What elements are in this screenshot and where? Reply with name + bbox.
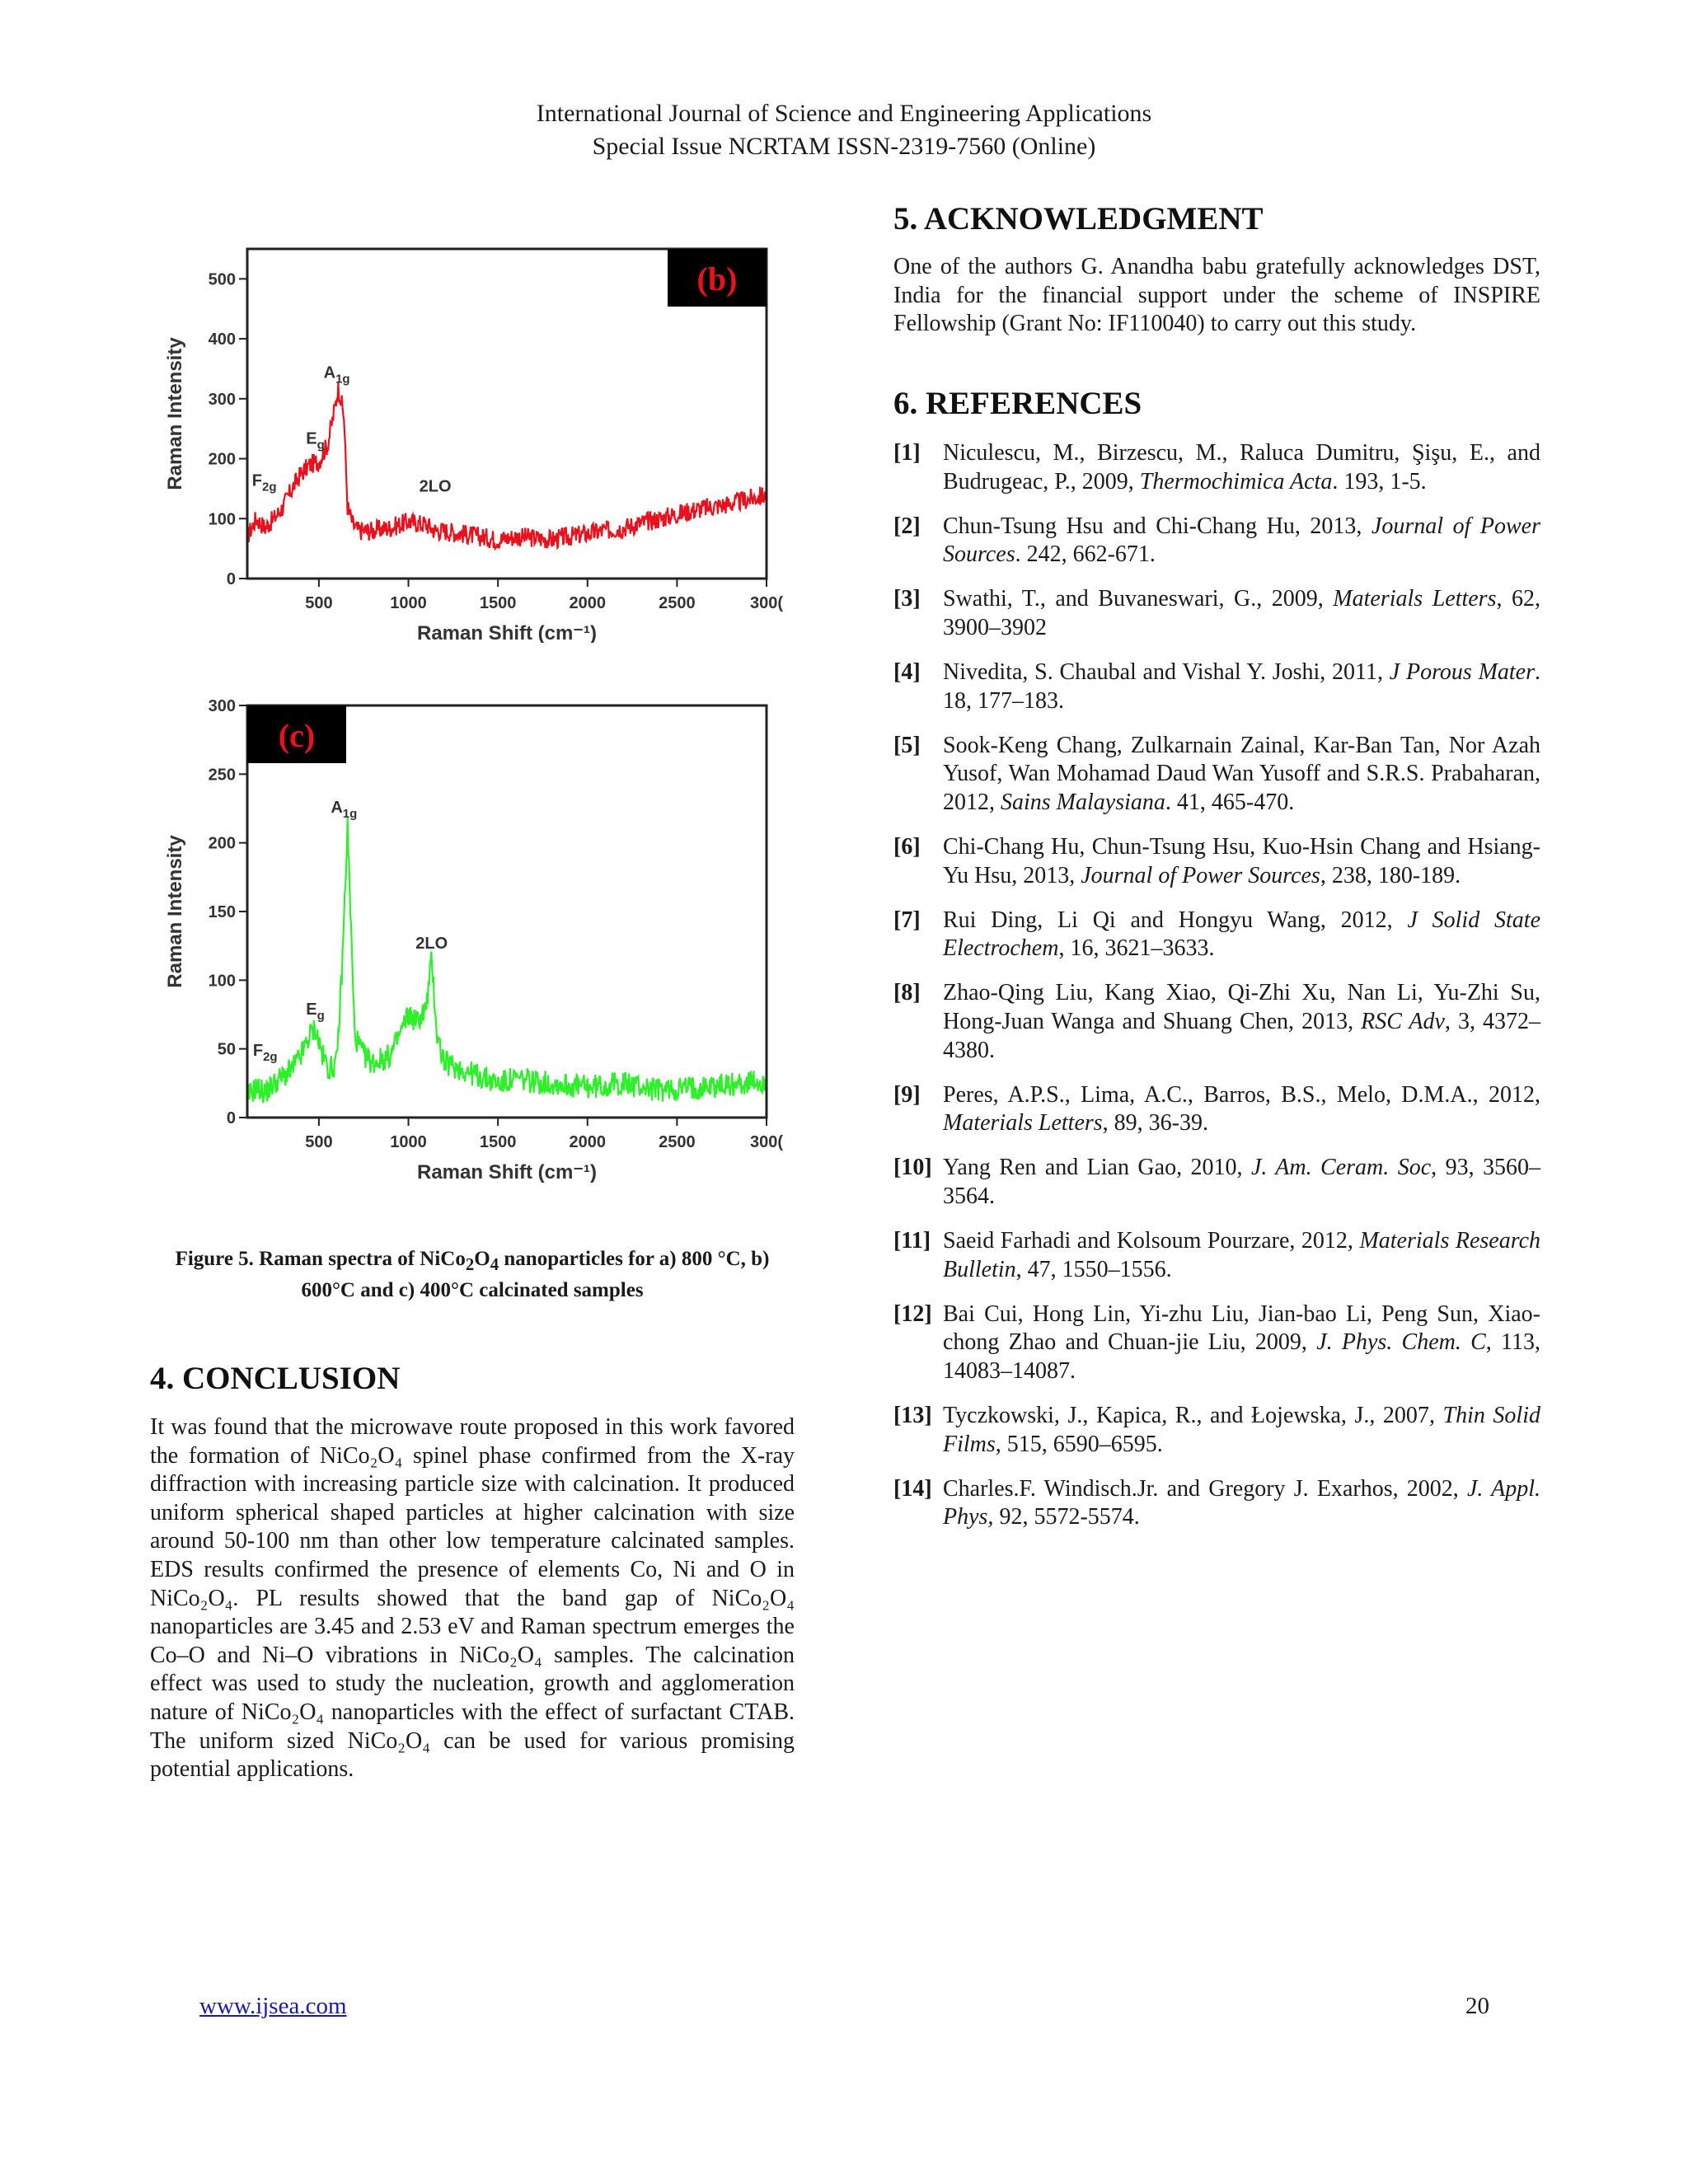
reference-authors: Chun-Tsung Hsu and Chi-Chang Hu, 2013, bbox=[943, 513, 1372, 539]
y-tick-label: 0 bbox=[226, 570, 236, 588]
reference-authors: Yang Ren and Lian Gao, 2010, bbox=[943, 1155, 1251, 1181]
spectrum-line bbox=[247, 818, 767, 1103]
reference-authors: Swathi, T., and Buvaneswari, G., 2009, bbox=[943, 586, 1334, 612]
reference-details: , 93, 3560–3564. bbox=[943, 1155, 1541, 1209]
y-axis-label: Raman Intensity bbox=[164, 835, 186, 988]
peak-label-subscript: 2g bbox=[263, 1050, 278, 1064]
reference-journal: Materials Research Bulletin bbox=[943, 1228, 1540, 1282]
reference-number: [7] bbox=[893, 907, 921, 933]
acknowledgment-paragraph: One of the authors G. Anandha babu gratefully acknowledges DST, India for the financial support under the scheme of INSPIRE Fellowship (Grant No: IF110040) to carry out this study. bbox=[893, 254, 1540, 337]
reference-details: , 89, 36-39. bbox=[1102, 1110, 1208, 1137]
reference-number: [14] bbox=[893, 1475, 932, 1502]
y-tick-label: 100 bbox=[208, 972, 236, 991]
reference-number: [4] bbox=[893, 659, 921, 686]
reference-journal: J. Am. Ceram. Soc bbox=[1250, 1155, 1432, 1181]
reference-number: [8] bbox=[893, 980, 921, 1006]
x-tick-label: 2000 bbox=[569, 594, 607, 612]
reference-journal: Journal of Power Sources bbox=[1081, 862, 1320, 888]
reference-authors: Rui Ding, Li Qi and Hongyu Wang, 2012, bbox=[943, 907, 1408, 933]
x-tick-label: 1000 bbox=[390, 1133, 427, 1151]
y-tick-label: 300 bbox=[208, 390, 236, 409]
reference-number: [10] bbox=[893, 1155, 932, 1181]
x-tick-label: 500 bbox=[305, 1133, 333, 1151]
x-tick-label: 2500 bbox=[659, 1133, 696, 1151]
figure-caption: Figure 5. Raman spectra of $NiCo_2O_4$ nanoparticles for a) 800 °C, b) 600°C and c) 400°C calcinated samples bbox=[175, 1248, 770, 1301]
peak-label: 2LO bbox=[419, 477, 452, 496]
y-tick-label: 200 bbox=[208, 834, 236, 853]
reference-number: [13] bbox=[893, 1403, 932, 1429]
reference-item bbox=[893, 585, 1540, 642]
reference-authors: Nivedita, S. Chaubal and Vishal Y. Joshi, 2011, bbox=[943, 659, 1390, 686]
peak-label-subscript: g bbox=[316, 1009, 325, 1023]
reference-item bbox=[893, 1081, 1540, 1138]
reference-authors: Zhao-Qing Liu, Kang Xiao, Qi-Zhi Xu, Nan Li, Yu-Zhi Su, Hong-Juan Wanga and Shuang Chen, 2013, bbox=[943, 980, 1540, 1034]
reference-item bbox=[893, 979, 1540, 1065]
y-tick-label: 150 bbox=[208, 903, 236, 921]
reference-journal: Materials Letters bbox=[943, 1110, 1103, 1137]
reference-number: [5] bbox=[893, 732, 921, 758]
y-tick-label: 100 bbox=[208, 510, 236, 529]
reference-journal: RSC Adv bbox=[1361, 1009, 1445, 1034]
x-tick-label: 1500 bbox=[479, 594, 517, 612]
y-tick-label: 400 bbox=[208, 330, 236, 349]
reference-item bbox=[893, 1301, 1540, 1386]
y-tick-label: 0 bbox=[226, 1109, 236, 1127]
peak-label: $A_{1g}$ bbox=[323, 363, 350, 387]
reference-authors: Peres, A.P.S., Lima, A.C., Barros, B.S., Melo, D.M.A., 2012, bbox=[943, 1081, 1540, 1108]
reference-item bbox=[893, 732, 1540, 818]
panel-label: (b) bbox=[696, 260, 738, 298]
acknowledgment-heading: 5. ACKNOWLEDGMENT bbox=[893, 201, 1264, 237]
reference-item bbox=[893, 1227, 1540, 1284]
peak-label-subscript: 1g bbox=[335, 372, 350, 387]
reference-number: [11] bbox=[893, 1228, 931, 1254]
y-tick-label: 50 bbox=[217, 1040, 236, 1059]
conclusion-paragraph: It was found that the microwave route proposed in this work favored the formation of NiCo₂O₄ spinel phase confirmed from the X-ray diffraction with increasing particle size with calcination. It produced uniform spherical shaped particles at higher calcination with size around 50-100 nm than other low temperature calcinated samples. EDS results confirmed the presence of elements Co, Ni and O in NiCo₂O₄. PL results showed that the band gap of NiCo₂O₄ nanoparticles are 3.45 and 2.53 eV and Raman spectrum emerges the Co–O and Ni–O vibrations in NiCo₂O₄ samples. The calcination effect was used to study the nucleation, growth and agglomeration nature of NiCo₂O₄ nanoparticles with the effect of surfactant CTAB. The uniform sized NiCo₂O₄ can be used for various promising potential applications. bbox=[150, 1414, 795, 1783]
reference-number: [6] bbox=[893, 834, 921, 860]
reference-number: [9] bbox=[893, 1081, 921, 1108]
reference-authors: Sook-Keng Chang, Zulkarnain Zainal, Kar-Ban Tan, Nor Azah Yusof, Wan Mohamad Daud Wan Yusoff and S.R.S. Prabaharan, 2012, bbox=[943, 732, 1540, 815]
reference-journal: J. Phys. Chem. C bbox=[1316, 1329, 1486, 1356]
y-tick-label: 200 bbox=[208, 450, 236, 469]
reference-item bbox=[893, 833, 1540, 890]
journal-header bbox=[0, 97, 1688, 163]
x-tick-label: 1500 bbox=[479, 1133, 517, 1151]
reference-details: . 193, 1-5. bbox=[1332, 468, 1427, 494]
x-tick-label: 2500 bbox=[659, 594, 696, 612]
reference-item bbox=[893, 658, 1540, 715]
reference-details: , 238, 180-189. bbox=[1320, 862, 1461, 888]
reference-authors: Charles.F. Windisch.Jr. and Gregory J. Exarhos, 2002, bbox=[943, 1475, 1467, 1502]
references-heading: 6. REFERENCES bbox=[893, 386, 1142, 421]
conclusion-heading: 4. CONCLUSION bbox=[150, 1361, 401, 1396]
reference-item bbox=[893, 513, 1540, 569]
reference-details: , 515, 6590–6595. bbox=[995, 1431, 1163, 1457]
y-tick-label: 300 bbox=[208, 697, 236, 715]
reference-number: [2] bbox=[893, 513, 921, 539]
reference-item bbox=[893, 1154, 1540, 1211]
journal-title: International Journal of Science and Engineering Applications bbox=[536, 100, 1152, 127]
x-axis-label: Raman Shift (cm⁻¹) bbox=[416, 622, 598, 643]
reference-number: [1] bbox=[893, 440, 921, 466]
journal-issue: Special Issue NCRTAM ISSN-2319-7560 (Online) bbox=[592, 133, 1096, 160]
x-tick-label: 500 bbox=[305, 594, 333, 612]
reference-authors: Niculescu, M., Birzescu, M., Raluca Dumitru, Şişu, E., and Budrugeac, P., 2009, bbox=[943, 440, 1540, 494]
peak-label: $F_{2g}$ bbox=[252, 1042, 278, 1064]
peak-label-subscript: 2g bbox=[261, 480, 277, 494]
reference-journal: J. Appl. Phys, bbox=[943, 1475, 1541, 1530]
peak-label-subscript: g bbox=[316, 438, 325, 452]
reference-authors: Saeid Farhadi and Kolsoum Pourzare, 2012, bbox=[943, 1228, 1360, 1254]
reference-journal: J Porous Mater bbox=[1389, 659, 1536, 686]
reference-journal: , Thin Solid Films bbox=[943, 1403, 1540, 1457]
reference-journal: J Solid State Electrochem bbox=[943, 907, 1540, 962]
peak-label: $F_{2g}$ bbox=[251, 471, 277, 494]
reference-details: , 16, 3621–3633. bbox=[1058, 935, 1215, 962]
reference-item bbox=[893, 439, 1540, 496]
peak-label: $E_g$ bbox=[306, 429, 325, 452]
page-number: 20 bbox=[1465, 1993, 1489, 2019]
raman-chart-b-svg bbox=[157, 239, 783, 643]
reference-item bbox=[893, 1402, 1540, 1459]
reference-journal: Thermochimica Acta bbox=[1139, 468, 1333, 494]
reference-journal: Materials Letters bbox=[1333, 586, 1497, 612]
x-tick-label: 1000 bbox=[390, 594, 427, 612]
reference-details: . 18, 177–183. bbox=[943, 659, 1541, 714]
peak-label: 2LO bbox=[415, 935, 448, 953]
raman-chart-c bbox=[157, 694, 783, 1188]
reference-item bbox=[893, 1475, 1540, 1532]
y-tick-label: 500 bbox=[208, 270, 236, 289]
peak-label: $A_{1g}$ bbox=[331, 799, 358, 821]
reference-journal: Journal of Power Sources bbox=[943, 513, 1540, 568]
x-tick-label: 300( bbox=[749, 594, 783, 612]
y-axis-label: Raman Intensity bbox=[164, 337, 186, 490]
reference-details: , 113, 14083–14087. bbox=[943, 1329, 1541, 1384]
peak-label-subscript: 1g bbox=[342, 807, 358, 821]
reference-details: , 3, 4372–4380. bbox=[943, 1009, 1541, 1063]
panel-label: (c) bbox=[278, 717, 316, 754]
reference-authors: Chi-Chang Hu, Chun-Tsung Hsu, Kuo-Hsin Chang and Hsiang-Yu Hsu, 2013, bbox=[943, 834, 1540, 888]
reference-details: , 62, 3900–3902 bbox=[943, 586, 1540, 640]
reference-number: [12] bbox=[893, 1301, 932, 1327]
reference-authors: Bai Cui, Hong Lin, Yi-zhu Liu, Jian-bao Li, Peng Sun, Xiao-chong Zhao and Chuan-jie Liu, 2009, bbox=[943, 1301, 1540, 1356]
reference-details: 92, 5572-5574. bbox=[993, 1504, 1140, 1530]
peak-label: $E_g$ bbox=[306, 1001, 325, 1023]
x-tick-label: 2000 bbox=[569, 1133, 607, 1151]
references-list bbox=[893, 439, 1540, 1548]
y-tick-label: 250 bbox=[208, 766, 236, 785]
reference-journal: Sains Malaysiana bbox=[1001, 789, 1165, 815]
footer-website-link[interactable]: www.ijsea.com bbox=[199, 1993, 347, 2019]
x-axis-label: Raman Shift (cm⁻¹) bbox=[416, 1161, 598, 1183]
reference-details: . 242, 662-671. bbox=[1015, 541, 1156, 568]
reference-details: . 41, 465-470. bbox=[1165, 789, 1295, 815]
x-tick-label: 300( bbox=[749, 1133, 783, 1151]
reference-number: [3] bbox=[893, 586, 921, 612]
reference-item bbox=[893, 907, 1540, 963]
spectrum-line bbox=[247, 382, 767, 549]
reference-details: , 47, 1550–1556. bbox=[1015, 1256, 1172, 1282]
raman-chart-c-svg bbox=[157, 694, 783, 1188]
reference-authors: Tyczkowski, J., Kapica, R., and Łojewska, J., 2007 bbox=[943, 1403, 1429, 1429]
raman-chart-b bbox=[157, 239, 783, 643]
